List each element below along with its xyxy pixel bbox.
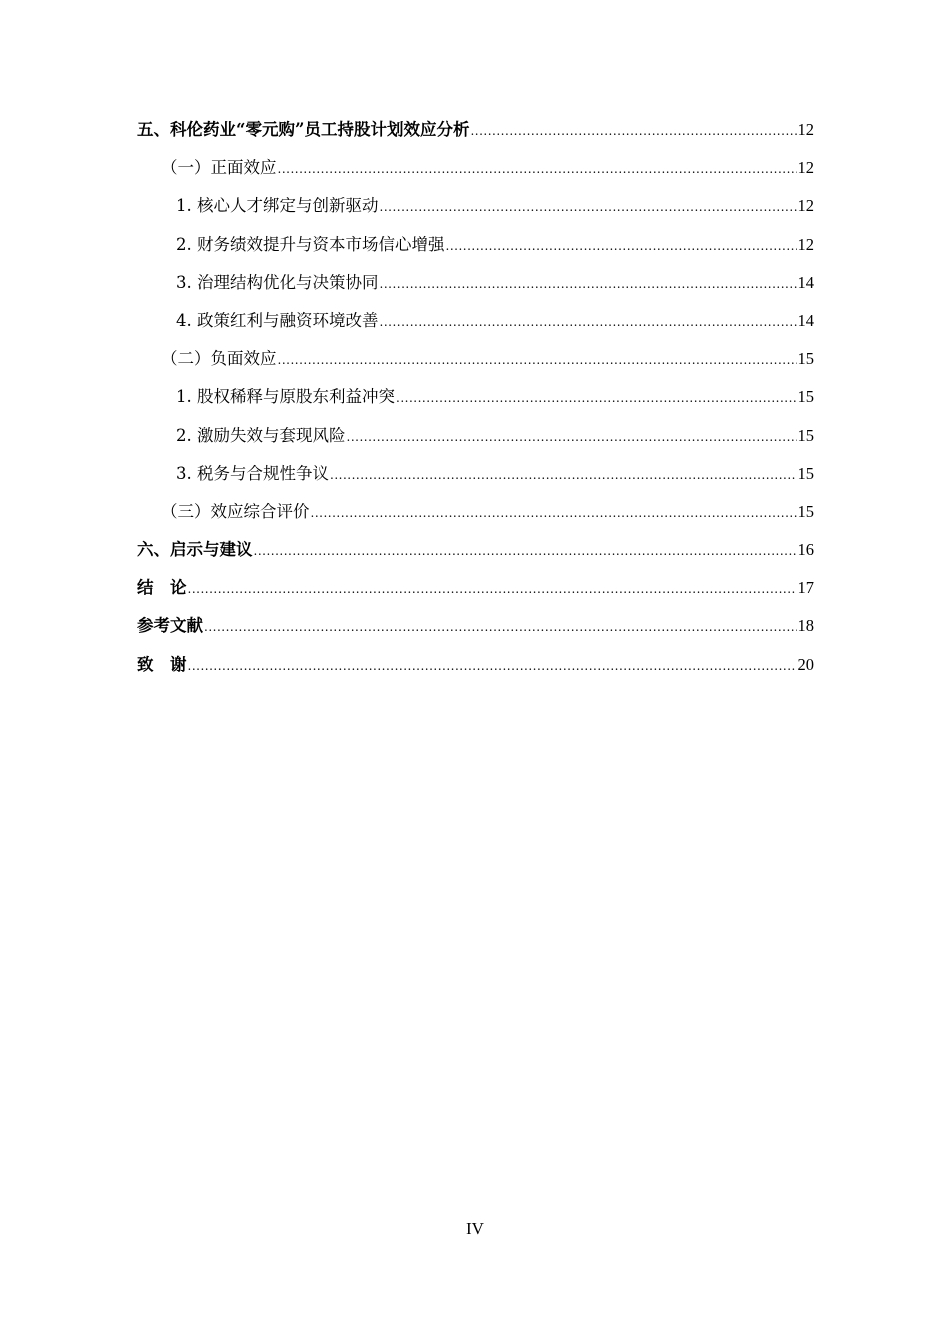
toc-dot-leader xyxy=(380,188,797,226)
toc-entry[interactable] xyxy=(137,569,814,607)
toc-dot-leader xyxy=(330,456,797,494)
toc-entry-title: 4. 政策红利与融资环境改善 xyxy=(176,310,379,330)
toc-entry-page: 18 xyxy=(797,616,814,636)
toc-entry[interactable] xyxy=(137,531,814,569)
toc-dot-leader xyxy=(446,227,797,265)
toc-entry[interactable] xyxy=(137,111,814,149)
toc-dot-leader xyxy=(380,303,797,341)
toc-entry[interactable] xyxy=(137,417,814,455)
toc-entry-page: 12 xyxy=(797,196,814,216)
toc-dot-leader xyxy=(380,265,797,303)
toc-dot-leader xyxy=(396,379,797,417)
toc-entry-title: 2. 财务绩效提升与资本市场信心增强 xyxy=(176,234,445,254)
toc-entry-title: （二）负面效应 xyxy=(161,349,277,369)
toc-entry[interactable] xyxy=(137,149,814,187)
toc-entry-title: 六、启示与建议 xyxy=(137,540,253,560)
toc-entry-title: 3. 税务与合规性争议 xyxy=(176,463,329,483)
toc-entry-title: 1. 股权稀释与原股东利益冲突 xyxy=(176,387,395,407)
toc-entry[interactable] xyxy=(137,302,814,340)
toc-entry-page: 15 xyxy=(797,463,814,483)
toc-entry-page: 12 xyxy=(797,120,814,139)
toc-entry[interactable] xyxy=(137,607,814,645)
toc-entry[interactable] xyxy=(137,378,814,416)
toc-entry-title: 2. 激励失效与套现风险 xyxy=(176,425,346,445)
toc-entry-title: 3. 治理结构优化与决策协同 xyxy=(176,272,379,292)
toc-entry-page: 14 xyxy=(797,310,814,330)
toc-dot-leader xyxy=(204,608,797,646)
toc-entry-page: 15 xyxy=(797,387,814,407)
toc-entry-page: 15 xyxy=(797,425,814,445)
toc-entry-page: 14 xyxy=(797,272,814,292)
toc-entry-title: （一）正面效应 xyxy=(161,158,277,178)
toc-dot-leader xyxy=(311,494,797,532)
toc-entry-title: 五、科伦药业“零元购”员工持股计划效应分析 xyxy=(137,120,470,139)
toc-dot-leader xyxy=(278,341,797,379)
toc-entry-title: 1. 核心人才绑定与创新驱动 xyxy=(176,196,379,216)
toc-entry[interactable] xyxy=(137,455,814,493)
table-of-contents xyxy=(137,111,814,684)
toc-entry-page: 17 xyxy=(797,578,814,598)
toc-entry[interactable] xyxy=(137,340,814,378)
toc-dot-leader xyxy=(278,150,797,188)
toc-entry-title: 结 论 xyxy=(137,578,187,598)
toc-dot-leader xyxy=(254,532,797,570)
toc-dot-leader xyxy=(347,418,797,456)
toc-entry[interactable] xyxy=(137,264,814,302)
toc-entry-page: 12 xyxy=(797,158,814,178)
toc-entry-page: 20 xyxy=(797,654,814,674)
toc-dot-leader xyxy=(188,570,797,608)
toc-entry-page: 12 xyxy=(797,234,814,254)
toc-entry[interactable] xyxy=(137,646,814,684)
toc-entry-page: 15 xyxy=(797,501,814,521)
toc-entry-page: 15 xyxy=(797,349,814,369)
page-number: IV xyxy=(466,1219,484,1238)
toc-entry-title: 参考文献 xyxy=(137,616,203,636)
toc-entry-title: 致 谢 xyxy=(137,654,187,674)
toc-entry-page: 16 xyxy=(797,540,814,560)
toc-dot-leader xyxy=(188,647,797,685)
toc-entry[interactable] xyxy=(137,226,814,264)
toc-entry-title: （三）效应综合评价 xyxy=(161,501,310,521)
toc-entry[interactable] xyxy=(137,187,814,225)
toc-entry[interactable] xyxy=(137,493,814,531)
toc-dot-leader xyxy=(470,112,796,150)
